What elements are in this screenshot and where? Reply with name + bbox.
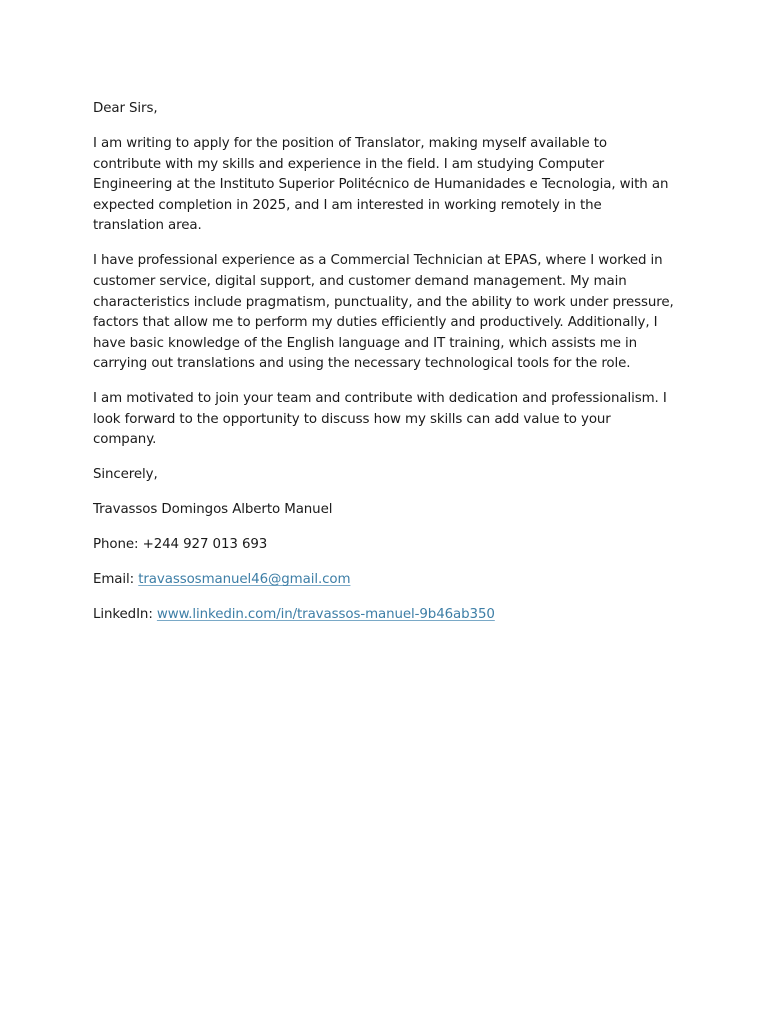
closing: Sincerely, [93,467,158,483]
email-line [93,570,675,591]
paragraph-experience: I have professional experience as a Commercial Technician at EPAS, where I worked in customer service, digital support, and customer demand management. My main characteristics include pragmatism, punctuality, and the ability to work under pressure, factors that allow me to perform my duties efficiently and productively. Additionally, I have basic knowledge of the English language and IT training, which assists me in carrying out translations and using the necessary technological tools for the role. [93,253,674,372]
phone-line [93,535,675,556]
linkedin-label: LinkedIn: [93,607,153,623]
email-link[interactable]: travassosmanuel46@gmail.com [138,572,351,588]
paragraph-intro: I am writing to apply for the position of Translator, making myself available to contribute with my skills and experience in the field. I am studying Computer Engineering at the Instituto Superior Politécnico de Humanidades e Tecnologia, with an expected completion in 2025, and I am interested in working remotely in the translation area. [93,135,669,234]
linkedin-line [93,605,675,626]
phone-value: +244 927 013 693 [142,537,268,553]
linkedin-link[interactable]: www.linkedin.com/in/travassos-manuel-9b46ab350 [156,607,495,623]
email-label: Email: [93,572,135,588]
salutation: Dear Sirs, [93,101,158,116]
cover-letter [93,99,675,640]
paragraph-motivation: I am motivated to join your team and contribute with dedication and professionalism. I look forward to the opportunity to discuss how my skills can add value to your company. [93,391,667,448]
signature-name: Travassos Domingos Alberto Manuel [93,502,333,518]
phone-label: Phone: [93,537,139,553]
